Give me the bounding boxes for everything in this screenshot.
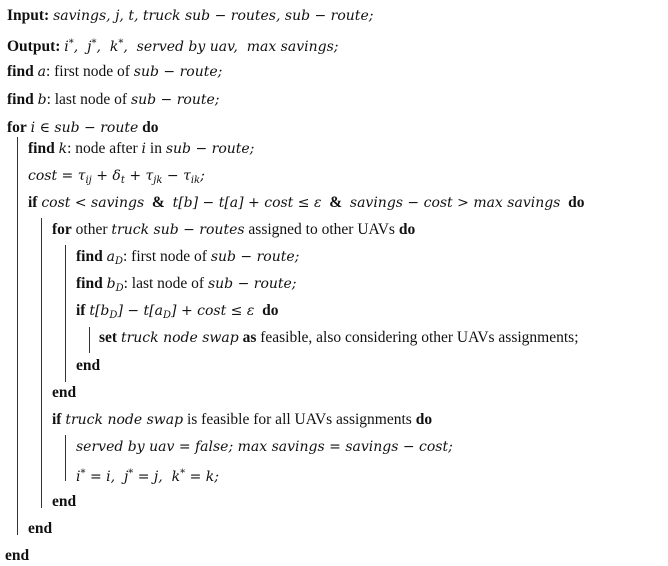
text: : first node of — [45, 63, 130, 80]
text: : last node of — [46, 91, 128, 108]
output-label: Output: — [7, 38, 61, 55]
math: i ∈ sub − route — [30, 120, 139, 136]
block-bar-if-feasible — [65, 435, 66, 481]
var-b: b — [37, 92, 47, 108]
block-bar-inner-if — [89, 327, 90, 353]
line-end-if-cost — [28, 519, 52, 539]
text: is feasible for all UAVs assignments — [186, 411, 412, 428]
keyword-end: end — [52, 493, 77, 510]
keyword-do: do — [262, 302, 279, 319]
line-cost — [28, 166, 205, 186]
input-label: Input: — [7, 7, 50, 24]
line-find-b — [7, 90, 220, 110]
operator-and: & — [151, 194, 165, 211]
math: sub − route; — [210, 249, 300, 265]
math: t[b] − t[a] + cost ≤ ε — [172, 195, 322, 211]
math: cost < savings — [41, 195, 145, 211]
keyword-for: for — [7, 119, 27, 136]
keyword-find: find — [28, 140, 55, 157]
math: i* = i, j* = j, k* = k; — [76, 468, 219, 485]
line-assign-nodes — [76, 464, 219, 484]
input-params: savings, j, t, truck sub − routes, sub − route; — [53, 8, 374, 24]
keyword-do: do — [142, 119, 159, 136]
keyword-if: if — [52, 411, 62, 428]
var-i: i — [141, 141, 147, 157]
math: savings − cost > max savings — [349, 195, 561, 211]
line-end-for — [5, 546, 29, 566]
text: : first node of — [122, 248, 207, 265]
math: truck node swap — [65, 412, 184, 428]
math: truck sub − routes — [111, 222, 245, 238]
line-set-swap — [99, 328, 579, 348]
line-find-bD — [76, 274, 297, 294]
keyword-end: end — [52, 384, 77, 401]
output-params: i*, j*, k*, served by uav, max savings; — [64, 38, 339, 55]
text: : node after — [67, 140, 138, 157]
math: $t[b_D] - t[a_D] + \cos t \le \varepsilon$ — [89, 303, 255, 321]
var-k: k — [58, 141, 68, 157]
keyword-if: if — [28, 194, 38, 211]
cost-formula: $\cos t = \tau_{ij} + \delta_t + \tau_{jk} - \tau_{ik}$; — [28, 168, 205, 186]
block-bar-if — [41, 218, 42, 508]
keyword-end: end — [76, 357, 101, 374]
math: truck node swap — [120, 330, 239, 346]
math: sub − route; — [133, 64, 223, 80]
math: sub − route; — [130, 92, 220, 108]
operator-and: & — [329, 194, 343, 211]
line-if-cost — [28, 193, 585, 213]
line-end-if — [76, 356, 100, 376]
math: served by uav = false; max savings = savings − cost; — [76, 439, 453, 455]
keyword-find: find — [76, 248, 103, 265]
line-assign-savings — [76, 437, 453, 457]
text: other — [75, 221, 108, 238]
math: sub − route; — [165, 141, 255, 157]
line-for-i — [7, 118, 159, 138]
line-find-a — [7, 62, 222, 82]
text: feasible, also considering other UAVs assignments; — [260, 329, 579, 346]
line-find-k — [28, 139, 254, 159]
line-for-other — [52, 220, 415, 240]
keyword-for: for — [52, 221, 72, 238]
input-line — [7, 6, 373, 26]
var-bD: $b_D$ — [106, 276, 124, 294]
text: : last node of — [123, 275, 205, 292]
var-a: a — [37, 64, 46, 80]
line-if-time — [76, 301, 278, 321]
var-aD: $a_D$ — [106, 249, 123, 267]
keyword-do: do — [415, 411, 433, 428]
keyword-set: set — [99, 329, 118, 346]
text: assigned to other UAVs — [248, 221, 395, 238]
keyword-do: do — [568, 194, 585, 211]
line-find-aD — [76, 247, 299, 267]
keyword-find: find — [7, 63, 34, 80]
block-bar-inner-for — [65, 245, 66, 382]
keyword-end: end — [28, 520, 53, 537]
output-line — [7, 34, 338, 54]
keyword-if: if — [76, 302, 86, 319]
line-if-feasible — [52, 410, 432, 430]
line-end-for-other — [52, 383, 76, 403]
keyword-as: as — [242, 329, 257, 346]
line-end-if-feasible — [52, 492, 76, 512]
keyword-end: end — [5, 547, 30, 564]
keyword-find: find — [7, 91, 34, 108]
math: sub − route; — [207, 276, 297, 292]
block-bar-for — [17, 137, 18, 535]
keyword-do: do — [398, 221, 416, 238]
text: in — [149, 140, 162, 157]
keyword-find: find — [76, 275, 103, 292]
